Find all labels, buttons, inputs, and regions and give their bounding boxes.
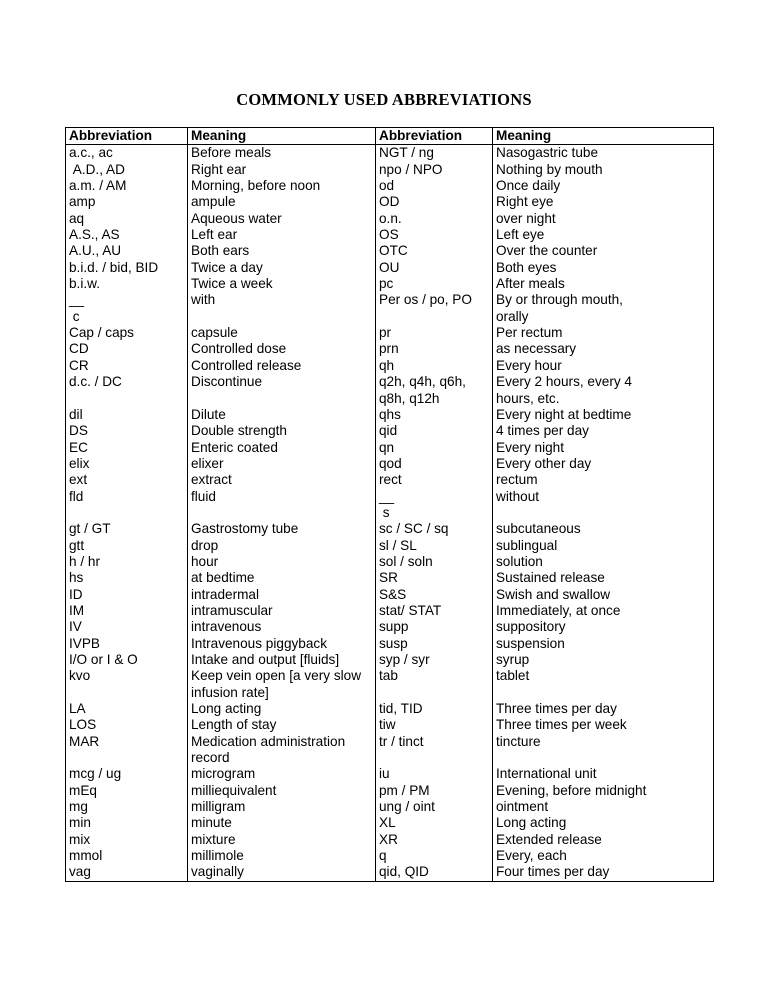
header-abbreviation-left: Abbreviation (66, 128, 188, 145)
meaning-cell: Every night (493, 440, 714, 456)
meaning-cell: tincture (493, 734, 714, 767)
meaning-cell: Three times per day (493, 701, 714, 717)
header-meaning-right: Meaning (493, 128, 714, 145)
abbreviation-cell: Per os / po, PO (376, 292, 493, 325)
meaning-cell: Once daily (493, 178, 714, 194)
table-header-row (66, 128, 714, 145)
table-row (66, 554, 714, 570)
abbreviation-cell: susp (376, 636, 493, 652)
abbreviation-cell: MAR (66, 734, 188, 767)
header-abbreviation-right: Abbreviation (376, 128, 493, 145)
abbreviation-cell: XR (376, 832, 493, 848)
table-row (66, 652, 714, 668)
meaning-cell: elixer (188, 456, 376, 472)
meaning-cell: intramuscular (188, 603, 376, 619)
meaning-cell: Gastrostomy tube (188, 521, 376, 537)
meaning-cell: hour (188, 554, 376, 570)
abbreviation-cell: A.U., AU (66, 243, 188, 259)
abbreviation-cell: od (376, 178, 493, 194)
meaning-cell: milligram (188, 799, 376, 815)
meaning-cell: as necessary (493, 341, 714, 357)
abbreviation-cell: aq (66, 211, 188, 227)
page-title: COMMONLY USED ABBREVIATIONS (236, 90, 532, 109)
meaning-cell: Intravenous piggyback (188, 636, 376, 652)
abbreviation-cell: OTC (376, 243, 493, 259)
table-row (66, 766, 714, 782)
meaning-cell: Swish and swallow (493, 587, 714, 603)
abbreviation-cell: prn (376, 341, 493, 357)
abbreviation-cell: rect (376, 472, 493, 488)
meaning-cell: Over the counter (493, 243, 714, 259)
abbreviation-cell: CD (66, 341, 188, 357)
meaning-cell: at bedtime (188, 570, 376, 586)
meaning-cell: Medication administration record (188, 734, 376, 767)
table-row (66, 717, 714, 733)
abbreviation-cell: qn (376, 440, 493, 456)
abbreviation-cell: q (376, 848, 493, 864)
meaning-cell: Long acting (188, 701, 376, 717)
abbreviation-cell: b.i.w. (66, 276, 188, 292)
meaning-cell: Extended release (493, 832, 714, 848)
table-row (66, 325, 714, 341)
table-row (66, 145, 714, 162)
abbreviation-cell: kvo (66, 668, 188, 701)
abbreviation-cell: b.i.d. / bid, BID (66, 260, 188, 276)
abbreviation-cell: OU (376, 260, 493, 276)
meaning-cell: drop (188, 538, 376, 554)
meaning-cell: Both eyes (493, 260, 714, 276)
meaning-cell: suppository (493, 619, 714, 635)
meaning-cell: milliequivalent (188, 783, 376, 799)
meaning-cell: Long acting (493, 815, 714, 831)
abbreviation-cell: __ s (376, 489, 493, 522)
meaning-cell: minute (188, 815, 376, 831)
meaning-cell: rectum (493, 472, 714, 488)
table-row (66, 603, 714, 619)
abbreviation-cell: qod (376, 456, 493, 472)
meaning-cell: capsule (188, 325, 376, 341)
table-row (66, 211, 714, 227)
meaning-cell: Before meals (188, 145, 376, 162)
abbreviation-cell: __ c (66, 292, 188, 325)
table-row (66, 815, 714, 831)
meaning-cell: solution (493, 554, 714, 570)
abbreviation-cell: min (66, 815, 188, 831)
abbreviation-cell: OD (376, 194, 493, 210)
abbreviation-cell: I/O or I & O (66, 652, 188, 668)
table-row (66, 832, 714, 848)
meaning-cell: By or through mouth, orally (493, 292, 714, 325)
abbreviation-cell: pr (376, 325, 493, 341)
abbreviation-cell: Cap / caps (66, 325, 188, 341)
table-row (66, 489, 714, 522)
meaning-cell: ointment (493, 799, 714, 815)
abbreviation-cell: elix (66, 456, 188, 472)
table-row (66, 260, 714, 276)
abbreviation-cell: qid, QID (376, 864, 493, 881)
table-row (66, 162, 714, 178)
meaning-cell: Nasogastric tube (493, 145, 714, 162)
table-row (66, 374, 714, 407)
abbreviation-cell: pm / PM (376, 783, 493, 799)
abbreviation-cell: qid (376, 423, 493, 439)
table-row (66, 341, 714, 357)
abbreviation-cell: sl / SL (376, 538, 493, 554)
table-row (66, 848, 714, 864)
abbreviation-cell: a.m. / AM (66, 178, 188, 194)
abbreviation-cell: mg (66, 799, 188, 815)
table-row (66, 864, 714, 881)
meaning-cell: Morning, before noon (188, 178, 376, 194)
abbreviation-cell: ext (66, 472, 188, 488)
meaning-cell: vaginally (188, 864, 376, 881)
meaning-cell: Three times per week (493, 717, 714, 733)
meaning-cell: Per rectum (493, 325, 714, 341)
table-row (66, 472, 714, 488)
abbreviation-cell: SR (376, 570, 493, 586)
table-row (66, 440, 714, 456)
table-row (66, 456, 714, 472)
abbreviation-cell: mix (66, 832, 188, 848)
abbreviation-cell: OS (376, 227, 493, 243)
meaning-cell: Dilute (188, 407, 376, 423)
abbreviation-cell: tab (376, 668, 493, 701)
meaning-cell: Both ears (188, 243, 376, 259)
meaning-cell: intravenous (188, 619, 376, 635)
table-row (66, 668, 714, 701)
abbreviation-cell: LOS (66, 717, 188, 733)
meaning-cell: subcutaneous (493, 521, 714, 537)
meaning-cell: Sustained release (493, 570, 714, 586)
meaning-cell: Right ear (188, 162, 376, 178)
meaning-cell: Right eye (493, 194, 714, 210)
abbreviation-cell: tiw (376, 717, 493, 733)
meaning-cell: intradermal (188, 587, 376, 603)
abbreviation-cell: iu (376, 766, 493, 782)
abbreviation-cell: stat/ STAT (376, 603, 493, 619)
meaning-cell: International unit (493, 766, 714, 782)
meaning-cell: Left ear (188, 227, 376, 243)
abbreviation-cell: IM (66, 603, 188, 619)
abbreviation-cell: syp / syr (376, 652, 493, 668)
abbreviation-cell: ung / oint (376, 799, 493, 815)
meaning-cell: Every other day (493, 456, 714, 472)
header-meaning-left: Meaning (188, 128, 376, 145)
abbreviation-cell: NGT / ng (376, 145, 493, 162)
table-row (66, 423, 714, 439)
meaning-cell: Controlled release (188, 358, 376, 374)
meaning-cell: Enteric coated (188, 440, 376, 456)
meaning-cell: sublingual (493, 538, 714, 554)
meaning-cell: extract (188, 472, 376, 488)
meaning-cell: microgram (188, 766, 376, 782)
meaning-cell: Nothing by mouth (493, 162, 714, 178)
abbreviation-cell: gtt (66, 538, 188, 554)
abbreviation-cell: d.c. / DC (66, 374, 188, 407)
abbreviation-cell: tid, TID (376, 701, 493, 717)
meaning-cell: fluid (188, 489, 376, 522)
table-row (66, 292, 714, 325)
meaning-cell: suspension (493, 636, 714, 652)
abbreviation-cell: S&S (376, 587, 493, 603)
abbreviation-cell: pc (376, 276, 493, 292)
abbreviation-cell: supp (376, 619, 493, 635)
meaning-cell: Every, each (493, 848, 714, 864)
meaning-cell: Left eye (493, 227, 714, 243)
abbreviation-cell: A.D., AD (66, 162, 188, 178)
table-row (66, 799, 714, 815)
abbreviation-cell: LA (66, 701, 188, 717)
abbreviation-cell: q2h, q4h, q6h, q8h, q12h (376, 374, 493, 407)
table-row (66, 407, 714, 423)
abbreviation-cell: tr / tinct (376, 734, 493, 767)
meaning-cell: 4 times per day (493, 423, 714, 439)
meaning-cell: Aqueous water (188, 211, 376, 227)
abbreviation-cell: npo / NPO (376, 162, 493, 178)
abbreviation-cell: DS (66, 423, 188, 439)
abbreviation-cell: qh (376, 358, 493, 374)
table-row (66, 734, 714, 767)
meaning-cell: Every 2 hours, every 4 hours, etc. (493, 374, 714, 407)
abbreviation-cell: sol / soln (376, 554, 493, 570)
abbreviation-cell: gt / GT (66, 521, 188, 537)
abbreviation-cell: fld (66, 489, 188, 522)
abbreviation-cell: mmol (66, 848, 188, 864)
meaning-cell: with (188, 292, 376, 325)
table-row (66, 243, 714, 259)
table-row (66, 276, 714, 292)
abbreviation-cell: qhs (376, 407, 493, 423)
meaning-cell: Every night at bedtime (493, 407, 714, 423)
abbreviation-cell: IVPB (66, 636, 188, 652)
meaning-cell: mixture (188, 832, 376, 848)
abbreviation-cell: a.c., ac (66, 145, 188, 162)
abbreviation-cell: hs (66, 570, 188, 586)
table-body (66, 128, 714, 882)
meaning-cell: millimole (188, 848, 376, 864)
abbreviation-cell: h / hr (66, 554, 188, 570)
meaning-cell: syrup (493, 652, 714, 668)
abbreviation-cell: IV (66, 619, 188, 635)
abbreviation-cell: A.S., AS (66, 227, 188, 243)
table-row (66, 619, 714, 635)
abbreviation-cell: vag (66, 864, 188, 881)
meaning-cell: ampule (188, 194, 376, 210)
meaning-cell: Immediately, at once (493, 603, 714, 619)
abbreviations-table (65, 127, 714, 882)
table-row (66, 701, 714, 717)
table-row (66, 227, 714, 243)
abbreviation-cell: sc / SC / sq (376, 521, 493, 537)
meaning-cell: Intake and output [fluids] (188, 652, 376, 668)
table-row (66, 587, 714, 603)
abbreviation-cell: o.n. (376, 211, 493, 227)
abbreviation-cell: CR (66, 358, 188, 374)
abbreviation-cell: mcg / ug (66, 766, 188, 782)
table-row (66, 570, 714, 586)
meaning-cell: After meals (493, 276, 714, 292)
abbreviation-cell: EC (66, 440, 188, 456)
meaning-cell: Twice a day (188, 260, 376, 276)
table-row (66, 521, 714, 537)
meaning-cell: Double strength (188, 423, 376, 439)
meaning-cell: over night (493, 211, 714, 227)
meaning-cell: Discontinue (188, 374, 376, 407)
meaning-cell: Length of stay (188, 717, 376, 733)
table-row (66, 178, 714, 194)
meaning-cell: Every hour (493, 358, 714, 374)
abbreviation-cell: dil (66, 407, 188, 423)
table-row (66, 636, 714, 652)
abbreviation-cell: XL (376, 815, 493, 831)
table-row (66, 358, 714, 374)
abbreviation-cell: mEq (66, 783, 188, 799)
meaning-cell: Evening, before midnight (493, 783, 714, 799)
table-row (66, 783, 714, 799)
abbreviation-cell: ID (66, 587, 188, 603)
table-row (66, 194, 714, 210)
meaning-cell: tablet (493, 668, 714, 701)
meaning-cell: without (493, 489, 714, 522)
table-row (66, 538, 714, 554)
meaning-cell: Four times per day (493, 864, 714, 881)
meaning-cell: Controlled dose (188, 341, 376, 357)
abbreviation-cell: amp (66, 194, 188, 210)
meaning-cell: Twice a week (188, 276, 376, 292)
meaning-cell: Keep vein open [a very slow infusion rate] (188, 668, 376, 701)
